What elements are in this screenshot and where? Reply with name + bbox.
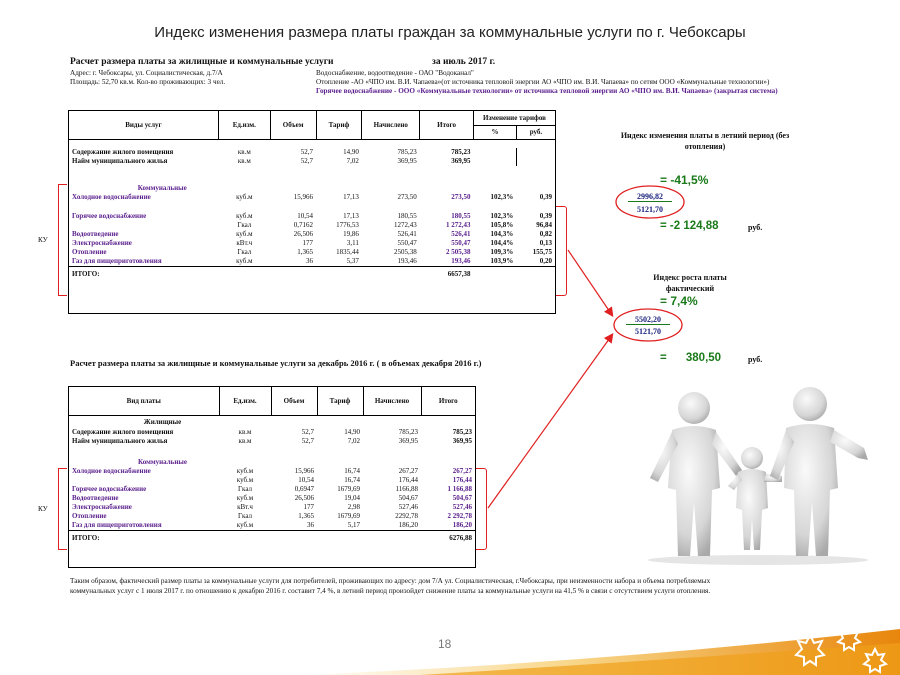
table-total-row: ИТОГО: 6657,38	[69, 267, 555, 282]
header-service: Виды услуг	[69, 111, 218, 140]
table-row: Газ для пищеприготовления куб.м 36 5,37 193,46 193,46 103,9% 0,20	[72, 257, 552, 265]
table-row: Найм муниципального жилья кв.м 52,7 7,02 369,95 369,95	[69, 157, 555, 166]
decorative-wave	[0, 625, 900, 675]
arrow-july	[568, 250, 612, 315]
section2-title: Расчет размера платы за жилищные и коммунальные услуги за декабрь 2016 г. ( в объемах декабря 2016 г.)	[70, 358, 482, 368]
table-row: Холодное водоснабжение куб.м 15,966 16,74 267,27 267,27	[72, 467, 472, 475]
summer-numerator: 2996,82	[628, 192, 672, 202]
table-row: Найм муниципального жилья кв.м 52,7 7,02 369,95 369,95	[72, 437, 472, 445]
ku-label-1: КУ	[38, 236, 48, 244]
section1-period: за июль 2017 г.	[432, 57, 496, 67]
table-row: Отопление Гкал 1,365 1835,44 2505,38 2 505,38 109,3% 155,75	[72, 248, 552, 256]
conclusion-text: Таким образом, фактический размер платы за коммунальные услуги для потребителей, проживающих по адресу: дом 7/А ул. Социалистическая, г.Чебоксары, при неизменности набора и объема потребляемых коммунальных услуг с 1 июля 2017 г. по отношению к декабрю 2016 г. составит 7,4 %, в летний период произойдет снижение платы за коммунальные услуги на 41,5 % в связи с отсутствием услуги отопления.	[70, 577, 711, 595]
group-communal: Коммунальные	[137, 184, 187, 192]
provider-heating: Отопление -АО «ЧПО им. В.И. Чапаева»(от источника тепловой энергии АО «ЧПО им. В.И. Чапаева» по сетям ООО «Коммунальные технологии»)	[316, 78, 770, 86]
growth-denominator: 5121,70	[635, 327, 661, 336]
header-volume: Объем	[270, 111, 316, 140]
header-tariff-change: Изменение тарифов % руб.	[473, 111, 555, 140]
header-payment-type: Вид платы	[69, 387, 219, 416]
provider-hot-water: Горячее водоснабжение - ООО «Коммунальные технологии» от источника тепловой энергии АО «ЧПО им. В.И. Чапаева» (закрытая система)	[316, 87, 778, 95]
address-line: Адрес: г. Чебоксары, ул. Социалистическая, д.7/А	[70, 69, 223, 77]
header-unit: Ед.изм.	[218, 111, 270, 140]
growth-numerator: 5502,20	[626, 315, 670, 325]
table-row: Горячее водоснабжение Гкал 0,6947 1679,69 1166,88 1 166,88	[72, 485, 472, 493]
summer-index-title: Индекс изменения платы в летний период (без отопления)	[620, 131, 790, 151]
area-line: Площадь: 52,70 кв.м. Кол-во проживающих: 3 чел.	[70, 78, 226, 86]
growth-index-pct: = 7,4%	[660, 294, 698, 308]
growth-index-title: Индекс роста платы фактический	[653, 273, 727, 293]
table-row: Холодное водоснабжение куб.м 15,966 17,13 273,50 273,50 102,3% 0,39	[72, 193, 552, 201]
growth-diff: = 380,50	[660, 352, 722, 364]
group-communal-2: Коммунальные	[138, 458, 187, 466]
table-row: Содержание жилого помещения кв.м 52,7 14,90 785,23 785,23	[69, 148, 555, 157]
table-row: Горячее водоснабжение куб.м 10,54 17,13 180,55 180,55 102,3% 0,39	[72, 212, 552, 220]
table-row: Гкал 0,7162 1776,53 1272,43 1 272,43 105,8% 96,84	[237, 221, 552, 229]
table-row: Газ для пищеприготовления куб.м 36 5,17 186,20 186,20	[72, 521, 472, 529]
page-title: Индекс изменения размера платы граждан за коммунальные услуги по г. Чебоксары	[154, 24, 746, 41]
section1-title: Расчет размера платы за жилищные и коммунальные услуги	[70, 57, 334, 67]
header-tariff: Тариф	[316, 111, 362, 140]
table-row: Содержание жилого помещения кв.м 52,7 14,90 785,23 785,23	[72, 428, 472, 436]
summer-diff: = -2 124,88	[660, 220, 719, 232]
table-total-row: ИТОГО: 6276,88	[69, 531, 475, 546]
header-volume: Объем	[271, 387, 317, 416]
table-row: Отопление Гкал 1,365 1679,69 2292,78 2 292,78	[72, 512, 472, 520]
arrow-december	[488, 335, 612, 508]
table-row: куб.м 10,54 16,74 176,44 176,44	[236, 476, 472, 484]
table-row: Водоотведение куб.м 26,506 19,04 504,67 504,67	[72, 494, 472, 502]
summer-denominator: 5121,70	[637, 205, 663, 214]
header-unit: Ед.изм.	[219, 387, 271, 416]
table-row: Водоотведение куб.м 26,506 19,86 526,41 526,41 104,3% 0,82	[72, 230, 552, 238]
header-total: Итого	[420, 111, 474, 140]
growth-rub: руб.	[748, 355, 763, 364]
ku-label-2: КУ	[38, 505, 48, 513]
page-number: 18	[438, 637, 452, 651]
group-housing: Жилищные	[143, 417, 182, 426]
table-row: Электроснабжение кВт.ч 177 2,98 527,46 527,46	[72, 503, 472, 511]
growth-fraction-circle	[614, 309, 682, 341]
header-charged: Начислено	[362, 111, 420, 140]
header-total: Итого	[421, 387, 475, 416]
summer-index-pct: = -41,5%	[660, 173, 709, 187]
header-charged: Начислено	[363, 387, 421, 416]
header-tariff: Тариф	[317, 387, 363, 416]
provider-water: Водоснабжение, водоотведение - ОАО "Водоканал"	[316, 69, 474, 77]
summer-rub: руб.	[748, 223, 763, 232]
table-row: Электроснабжение кВт.ч 177 3,11 550,47 550,47 104,4% 0,13	[72, 239, 552, 247]
family-figures-image	[632, 378, 884, 566]
